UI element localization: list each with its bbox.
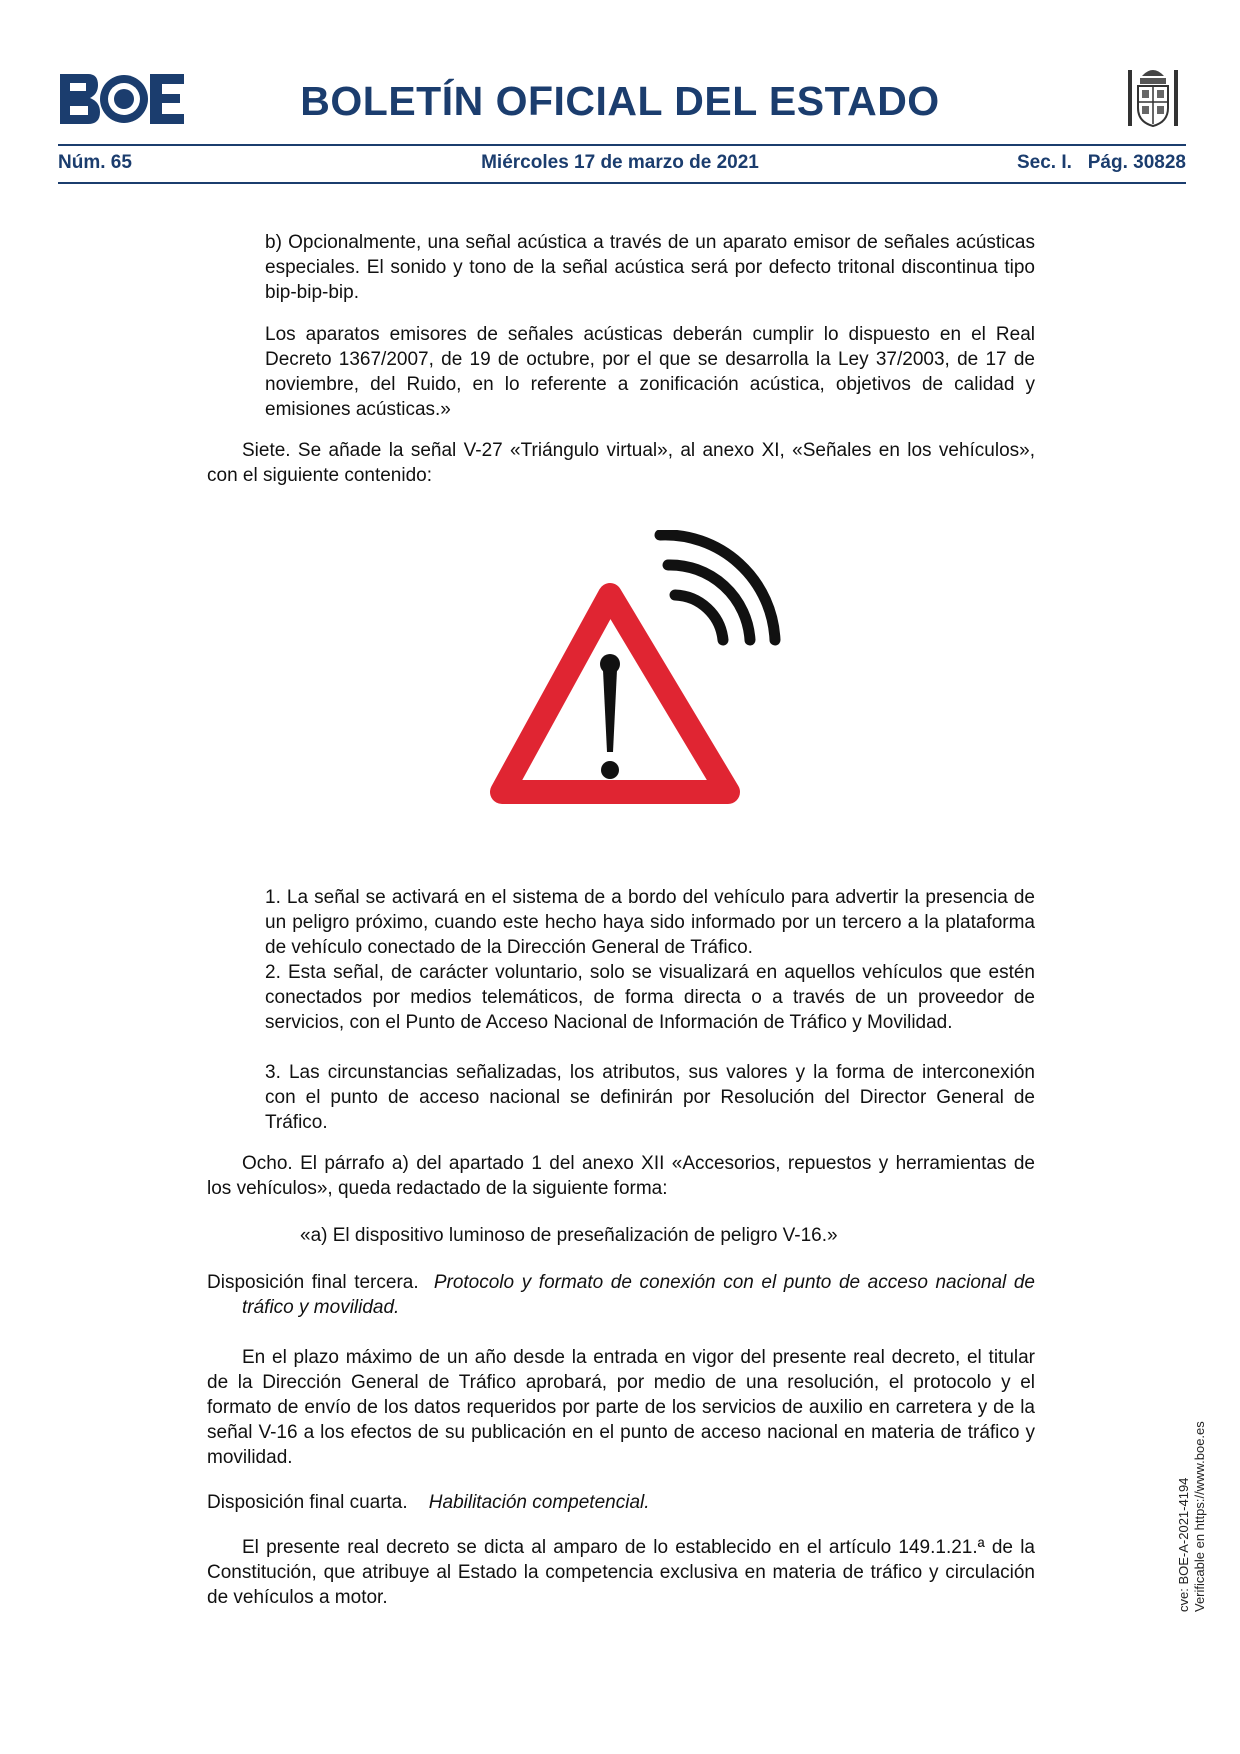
header-rule-bottom [58, 182, 1186, 184]
paragraph-plazo: En el plazo máximo de un año desde la entrada en vigor del presente real decreto, el titular de la Dirección General de Tráfico aprobará, por medio de una resolución, el protocolo y el formato de envío de los datos requeridos por parte de los servicios de auxilio en carretera y de la señal V-16 a los efectos de su publicación en el punto de acceso nacional en materia de tráfico y movilidad. [207, 1347, 1035, 1468]
coat-of-arms-icon [1118, 62, 1188, 132]
paragraph-b: b) Opcionalmente, una señal acústica a través de un aparato emisor de señales acústicas especiales. El sonido y tono de la señal acústica será por defecto tritonal discontinua tipo bip-bip-bip. [265, 232, 1035, 303]
virtual-triangle-sign-icon [470, 530, 800, 830]
disposition-fourth [207, 1490, 1035, 1515]
paragraph-aparatos: Los aparatos emisores de señales acústicas deberán cumplir lo dispuesto en el Real Decreto 1367/2007, de 19 de octubre, por el que se desarrolla la Ley 37/2003, de 17 de noviembre, del Ruido, en lo referente a zonificación acústica, objetivos de calidad y emisiones acústicas.» [265, 324, 1035, 420]
cve-code: cve: BOE-A-2021-4194 [1176, 1477, 1191, 1612]
paragraph-presente: El presente real decreto se dicta al amparo de lo establecido en el artículo 149.1.21.ª de la Constitución, que atribuye al Estado la competencia exclusiva en materia de tráfico y circulación de vehículos a motor. [207, 1537, 1035, 1608]
disposition-third-label: Disposición final tercera. [207, 1272, 419, 1293]
list-item-3: 3. Las circunstancias señalizadas, los atributos, sus valores y la forma de interconexión con el punto de acceso nacional se definirán por Resolución del Director General de Tráfico. [265, 1062, 1035, 1133]
paragraph-siete: Siete. Se añade la señal V-27 «Triángulo virtual», al anexo XI, «Señales en los vehículos», con el siguiente contenido: [207, 440, 1035, 486]
header-rule-top [58, 144, 1186, 146]
verification-note [1176, 1421, 1208, 1612]
disposition-fourth-label: Disposición final cuarta. [207, 1492, 408, 1513]
verify-url[interactable]: Verificable en https://www.boe.es [1192, 1421, 1207, 1612]
masthead-title: BOLETÍN OFICIAL DEL ESTADO [300, 78, 940, 124]
paragraph-a: «a) El dispositivo luminoso de preseñalización de peligro V-16.» [300, 1225, 838, 1246]
section-page: Sec. I. Pág. 30828 [1017, 152, 1186, 173]
issue-number: Núm. 65 [58, 152, 132, 173]
disposition-third [207, 1270, 1035, 1320]
list-item-2: 2. Esta señal, de carácter voluntario, solo se visualizará en aquellos vehículos que estén conectados por medios telemáticos, de forma directa o a través de un proveedor de servicios, con el Punto de Acceso Nacional de Información de Tráfico y Movilidad. [265, 962, 1035, 1033]
issue-date: Miércoles 17 de marzo de 2021 [481, 152, 759, 173]
disposition-third-title: Protocolo y formato de conexión con el punto de acceso nacional de tráfico y movilidad. [242, 1272, 1035, 1318]
list-item-1: 1. La señal se activará en el sistema de a bordo del vehículo para advertir la presencia de un peligro próximo, cuando este hecho haya sido informado por un tercero a la plataforma de vehículo conectado de la Dirección General de Tráfico. [265, 887, 1035, 958]
paragraph-ocho: Ocho. El párrafo a) del apartado 1 del anexo XII «Accesorios, repuestos y herramientas de los vehículos», queda redactado de la siguiente forma: [207, 1153, 1035, 1199]
page-header [0, 0, 1240, 190]
disposition-fourth-title: Habilitación competencial. [428, 1492, 650, 1513]
